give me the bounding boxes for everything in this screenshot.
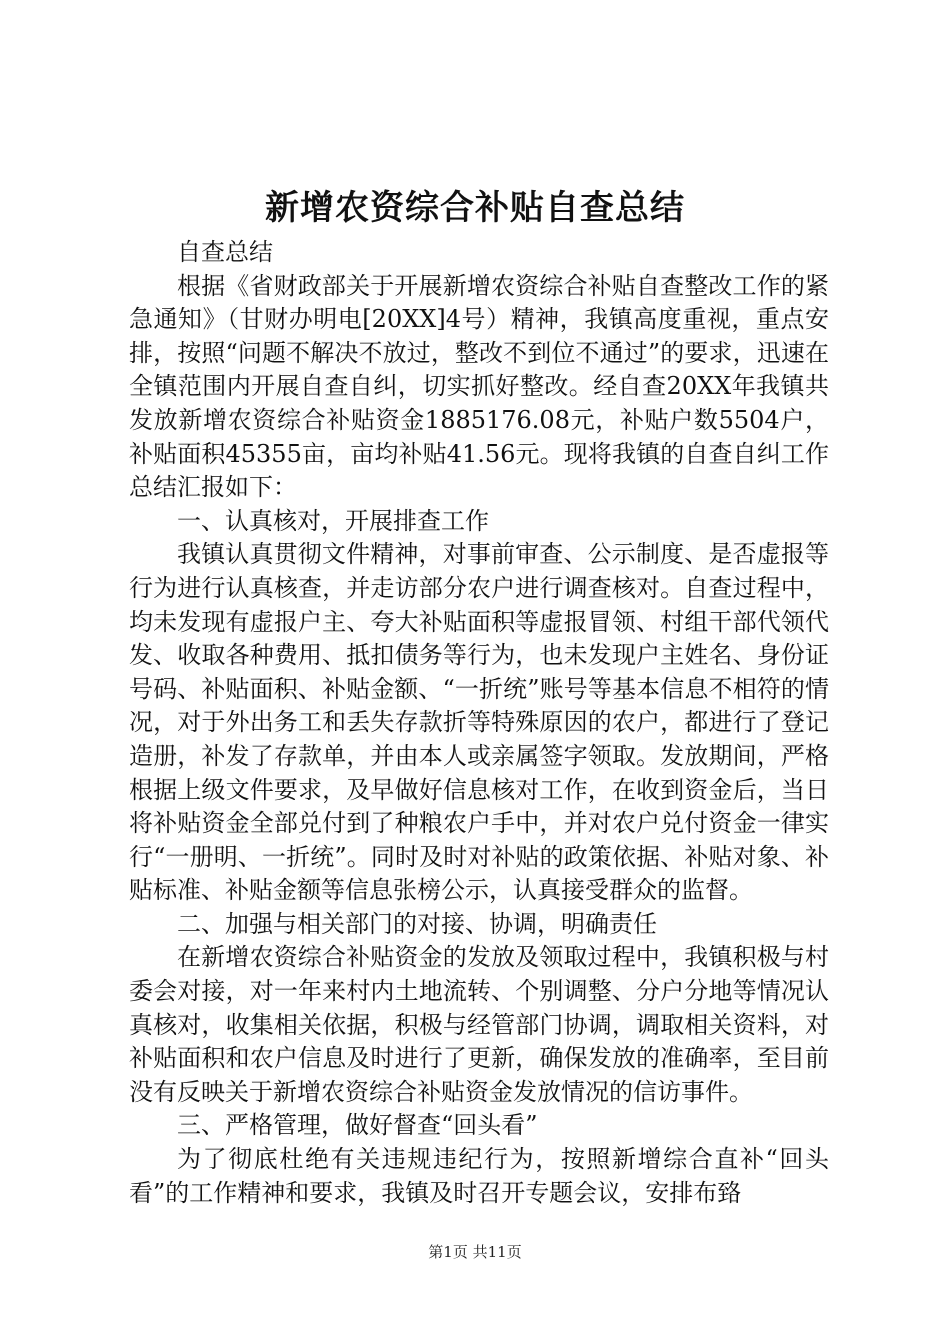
document-title: 新增农资综合补贴自查总结 bbox=[265, 188, 685, 228]
page-number-footer: 第1页 共11页 bbox=[428, 1243, 522, 1261]
section-heading-2: 二、加强与相关部门的对接、协调，明确责任 bbox=[177, 909, 657, 938]
section-heading-1: 一、认真核对，开展排查工作 bbox=[177, 506, 489, 535]
paragraph-section-2: 在新增农资综合补贴资金的发放及领取过程中，我镇积极与村委会对接，对一年来村内土地流转、个别调整、分户分地等情况认真核对，收集相关依据，积极与经管部门协调，调取相关资料，对补贴面积和农户信息及时进行了更新，确保发放的准确率，至目前没有反映关于新增农资综合补贴资金发放情况的信访事件。 bbox=[129, 943, 829, 1106]
paragraph-section-1: 我镇认真贯彻文件精神，对事前审查、公示制度、是否虚报等行为进行认真核查，并走访部分农户进行调查核对。自查过程中，均未发现有虚报户主、夸大补贴面积等虚报冒领、村组干部代领代发、收取各种费用、抵扣债务等行为，也未发现户主姓名、身份证号码、补贴面积、补贴金额、“一折统”账号等基本信息不相符的情况，对于外出务工和丢失存款折等特殊原因的农户，都进行了登记造册，补发了存款单，并由本人或亲属签字领取。发放期间，严格根据上级文件要求，及早做好信息核对工作，在收到资金后，当日将补贴资金全部兑付到了种粮农户手中，并对农户兑付资金一律实行“一册明、一折统”。同时及时对补贴的政策依据、补贴对象、补贴标准、补贴金额等信息张榜公示，认真接受群众的监督。 bbox=[129, 540, 829, 905]
paragraph-section-3: 为了彻底杜绝有关违规违纪行为，按照新增综合直补“回头看”的工作精神和要求，我镇及时召开专题会议，安排布臵 bbox=[129, 1145, 829, 1207]
paragraph-subtitle: 自查总结 bbox=[177, 238, 273, 266]
paragraph-intro: 根据《省财政部关于开展新增农资综合补贴自查整改工作的紧急通知》（甘财办明电[20XX]4号）精神，我镇高度重视，重点安排，按照“问题不解决不放过，整改不到位不通过”的要求，迅速在全镇范围内开展自查自纠，切实抓好整改。经自查20XX年我镇共发放新增农资综合补贴资金1885176.08元，补贴户数5504户，补贴面积45355亩，亩均补贴41.56元。现将我镇的自查自纠工作总结汇报如下： bbox=[129, 271, 829, 502]
section-heading-3: 三、严格管理，做好督查“回头看” bbox=[177, 1111, 538, 1140]
document-body bbox=[129, 236, 829, 1210]
